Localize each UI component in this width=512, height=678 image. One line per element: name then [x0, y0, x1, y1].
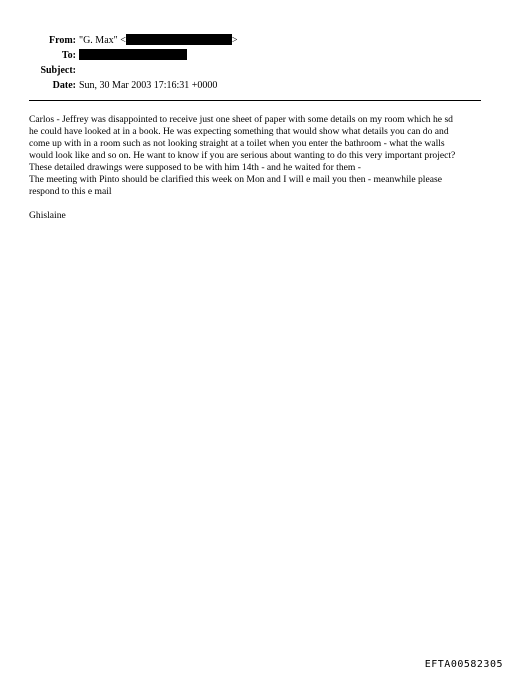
email-header [0, 33, 512, 93]
to-value [79, 48, 187, 63]
redaction-box [126, 34, 232, 45]
from-value [79, 33, 238, 48]
redaction-box [79, 49, 187, 60]
date-value: Sun, 30 Mar 2003 17:16:31 +0000 [79, 80, 218, 91]
body-line: The meeting with Pinto should be clarified this week on Mon and I will e mail you then - meanwhile please [29, 174, 442, 185]
body-line: he could have looked at in a book. He was expecting something that would show what details you can do and [29, 126, 449, 137]
body-line: Carlos - Jeffrey was disappointed to receive just one sheet of paper with some details on my room which he sd [29, 114, 453, 125]
header-divider [29, 100, 481, 101]
subject-row [0, 63, 512, 78]
to-row [0, 48, 512, 63]
from-name: "G. Max" < [79, 35, 126, 46]
to-label: To: [61, 50, 76, 61]
from-label: From: [48, 35, 76, 46]
subject-label: Subject: [40, 65, 76, 76]
body-paragraph [29, 114, 491, 198]
date-row [0, 78, 512, 93]
signature: Ghislaine [29, 210, 66, 221]
from-row [0, 33, 512, 48]
document-id: EFTA00582305 [424, 659, 503, 670]
date-label: Date: [52, 80, 76, 91]
body-line: respond to this e mail [29, 186, 112, 197]
body-line: come up with in a room such as not looking straight at a toilet when you enter the bathroom - what the walls [29, 138, 445, 149]
from-suffix: > [231, 35, 238, 46]
body-line: would look like and so on. He want to know if you are serious about wanting to do this very important project? [29, 150, 456, 161]
email-body [29, 114, 491, 222]
body-line: These detailed drawings were supposed to be with him 14th - and he waited for them - [29, 162, 361, 173]
